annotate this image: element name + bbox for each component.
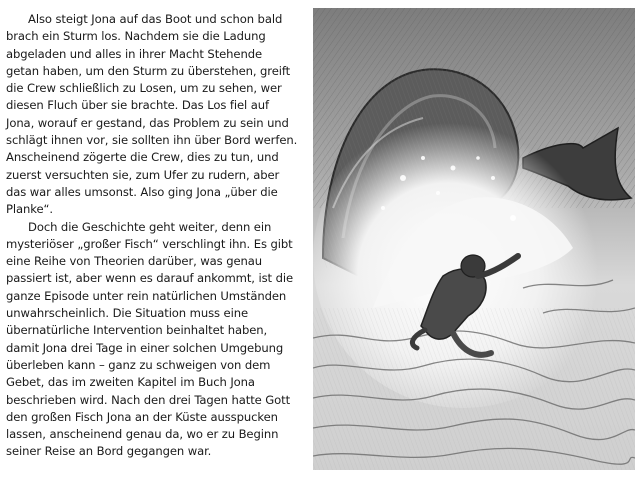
- jonah-whale-sketch: [313, 8, 635, 470]
- paragraph-jonah-storm: Also steigt Jona auf das Boot und schon bald brach ein Sturm los. Nachdem sie die Ladung abgeladen und alles in ihrer Macht Stehende getan haben, um den Sturm zu überstehen, greift die Crew schließlich zu Losen, um zu sehen, wer diesen Fluch über sie brachte. Das Los fiel auf Jona, worauf er gestand, das Problem zu sein und schlägt ihnen vor, sie sollten ihn über Bord werfen. Anscheinend zögerte die Crew, dies zu tun, und zuerst versuchten sie, zum Ufer zu rudern, aber das war alles umsonst. Also ging Jona „über die Planke“.: [6, 12, 298, 217]
- story-text: [6, 11, 298, 461]
- sketch-drawing: [313, 8, 635, 470]
- paragraph-great-fish: Doch die Geschichte geht weiter, denn ein mysteriöser „großer Fisch“ verschlingt ihn. Es gibt eine Reihe von Theorien darüber, was genau passiert ist, aber wenn es darauf ankommt, ist die ganze Episode unter rein natürlichen Umständen unwahrscheinlich. Die Situation muss eine übernatürliche Intervention beinhaltet haben, damit Jona drei Tage in einer solchen Umgebung überleben kann – ganz zu schweigen von dem Gebet, das im zweiten Kapitel im Buch Jona beschrieben wird. Nach den drei Tagen hatte Gott den großen Fisch Jona an der Küste ausspucken lassen, anscheinend genau da, wo er zu Beginn seiner Reise an Bord gegangen war.: [6, 219, 293, 459]
